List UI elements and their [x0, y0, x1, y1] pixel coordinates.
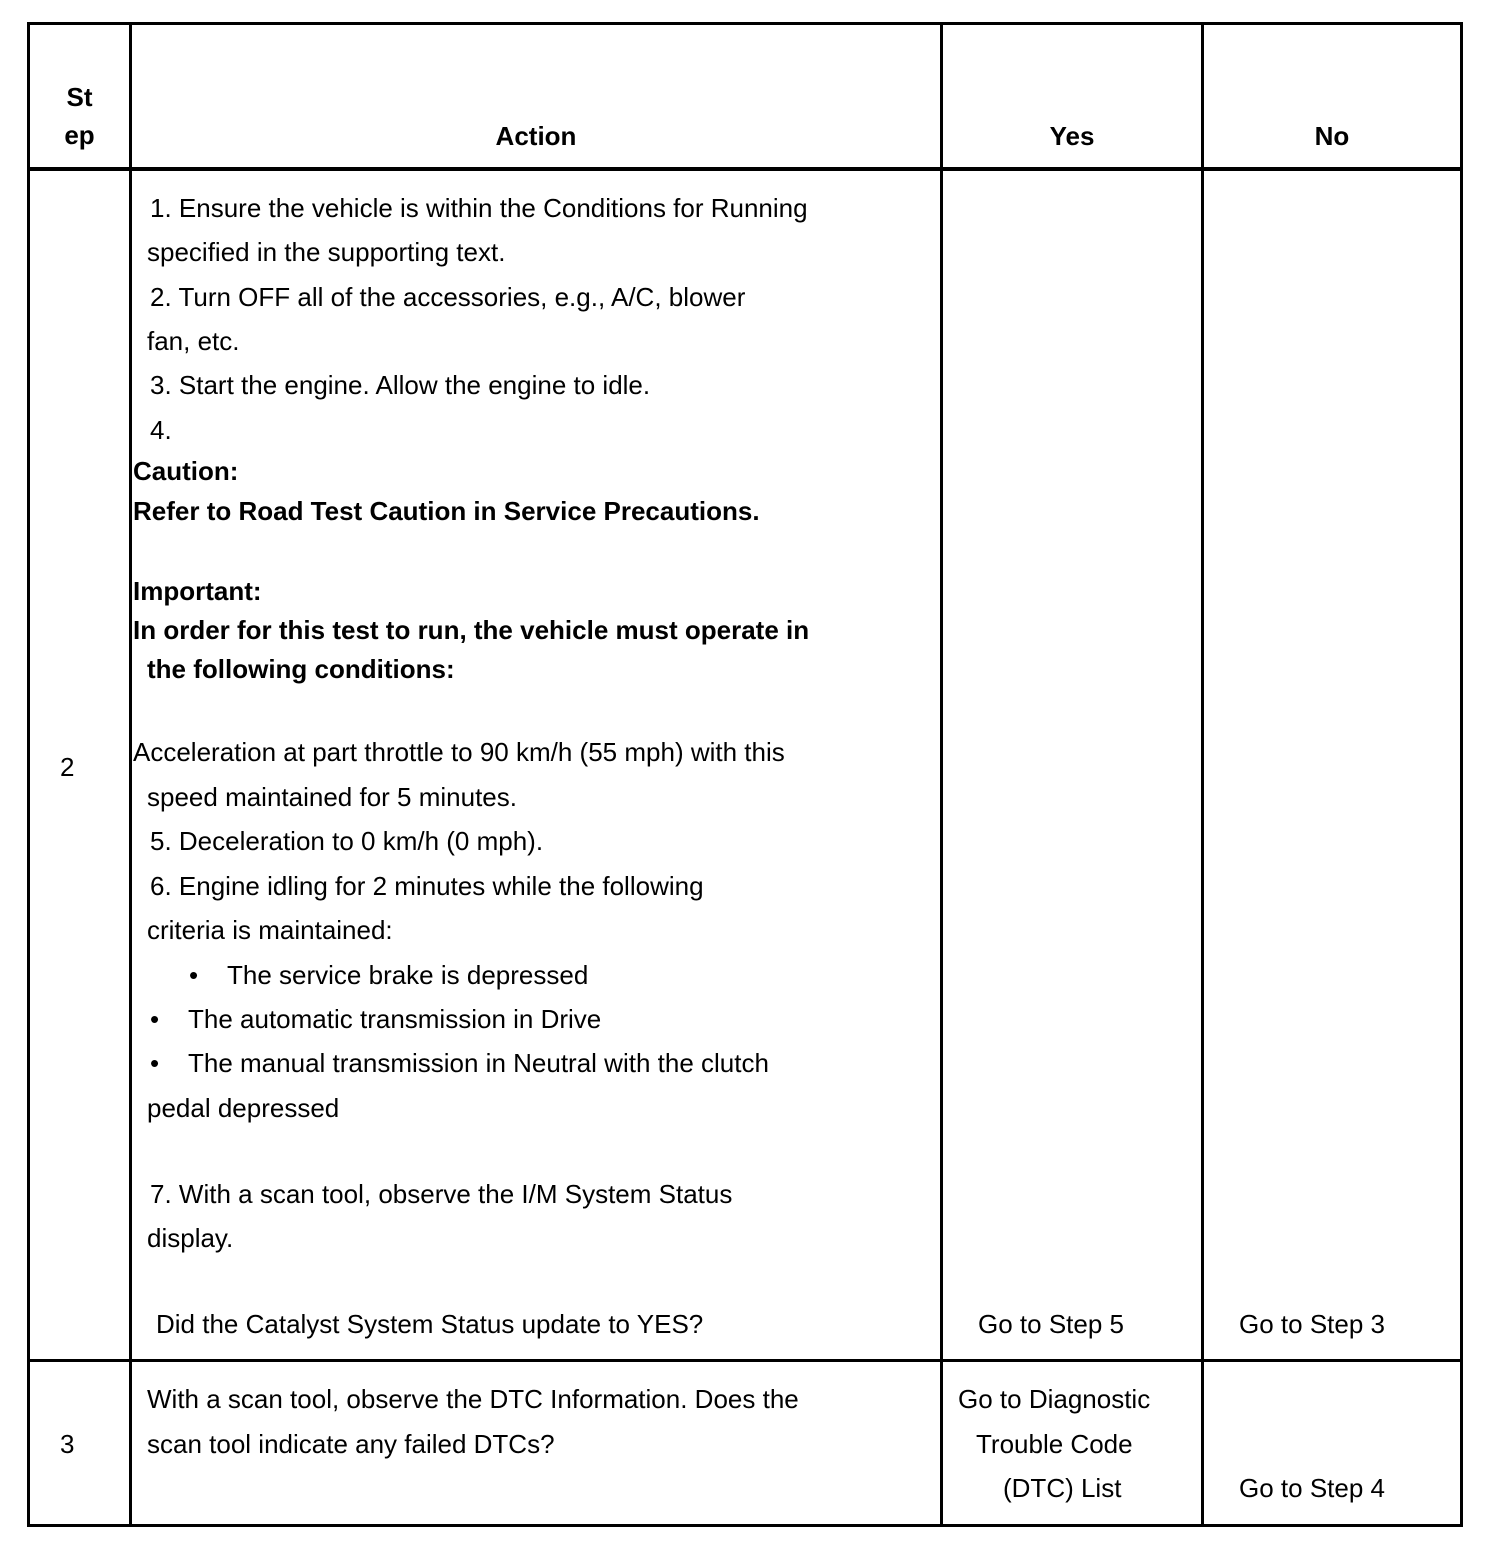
important-text: the following conditions: — [147, 654, 455, 684]
header-divider — [27, 167, 1463, 171]
header-step: St ep — [64, 82, 95, 150]
header-no: No — [1314, 121, 1350, 151]
important-text: In order for this test to run, the vehicle must operate in — [133, 615, 810, 645]
row-2-action-line: 3. Start the engine. Allow the engine to idle. — [150, 370, 651, 400]
row-3-no: Go to Step 4 — [1239, 1473, 1385, 1503]
row-2-action-line: 5. Deceleration to 0 km/h (0 mph). — [150, 826, 544, 856]
column-divider-action-yes — [940, 22, 943, 1527]
caution-label: Caution: — [133, 456, 239, 486]
column-divider-yes-no — [1201, 22, 1204, 1527]
row-3-step: 3 — [60, 1429, 75, 1459]
row-2-action-line: 7. With a scan tool, observe the I/M System Status — [150, 1179, 733, 1209]
caution-text: Refer to Road Test Caution in Service Precautions. — [133, 496, 760, 526]
table-border-right — [1460, 22, 1463, 1527]
bullet-item-cont: pedal depressed — [147, 1093, 340, 1123]
row-2-no: Go to Step 3 — [1239, 1309, 1385, 1339]
table-border-left — [27, 22, 30, 1527]
bullet-item: The service brake is depressed — [227, 960, 589, 990]
bullet-icon: • — [150, 1004, 160, 1034]
row-2-question: Did the Catalyst System Status update to YES? — [156, 1309, 704, 1339]
row-2-action-line: 4. — [150, 415, 172, 445]
bullet-icon: • — [189, 960, 199, 990]
important-label: Important: — [133, 576, 262, 606]
header-action: Action — [495, 121, 577, 151]
bullet-icon: • — [150, 1048, 160, 1078]
row-2-action-line: display. — [147, 1223, 234, 1253]
row-2-action-line: fan, etc. — [147, 326, 240, 356]
row-3-yes: Trouble Code — [976, 1429, 1133, 1459]
row-2-action-line: 1. Ensure the vehicle is within the Conditions for Running — [150, 193, 808, 223]
row-2-step: 2 — [60, 752, 75, 782]
row-2-action-line: criteria is maintained: — [147, 915, 393, 945]
row-2-action-line: speed maintained for 5 minutes. — [147, 782, 517, 812]
row-2-action-line: 2. Turn OFF all of the accessories, e.g., A/C, blower — [150, 282, 746, 312]
row-3-yes: (DTC) List — [1003, 1473, 1122, 1503]
row-2-action-line: 6. Engine idling for 2 minutes while the following — [150, 871, 704, 901]
row-3-action-line: With a scan tool, observe the DTC Information. Does the — [147, 1384, 799, 1414]
row-2-action-line: specified in the supporting text. — [147, 237, 506, 267]
table-border-top — [27, 22, 1463, 25]
row-2-yes: Go to Step 5 — [978, 1309, 1124, 1339]
bullet-item: The automatic transmission in Drive — [188, 1004, 602, 1034]
row-2-action-line: Acceleration at part throttle to 90 km/h (55 mph) with this — [133, 737, 785, 767]
row-divider — [27, 1359, 1463, 1362]
row-3-action-line: scan tool indicate any failed DTCs? — [147, 1429, 555, 1459]
row-3-yes: Go to Diagnostic — [958, 1384, 1151, 1414]
column-divider-step-action — [129, 22, 132, 1527]
bullet-item: The manual transmission in Neutral with the clutch — [188, 1048, 769, 1078]
table-border-bottom — [27, 1524, 1463, 1527]
header-yes: Yes — [1049, 121, 1095, 151]
